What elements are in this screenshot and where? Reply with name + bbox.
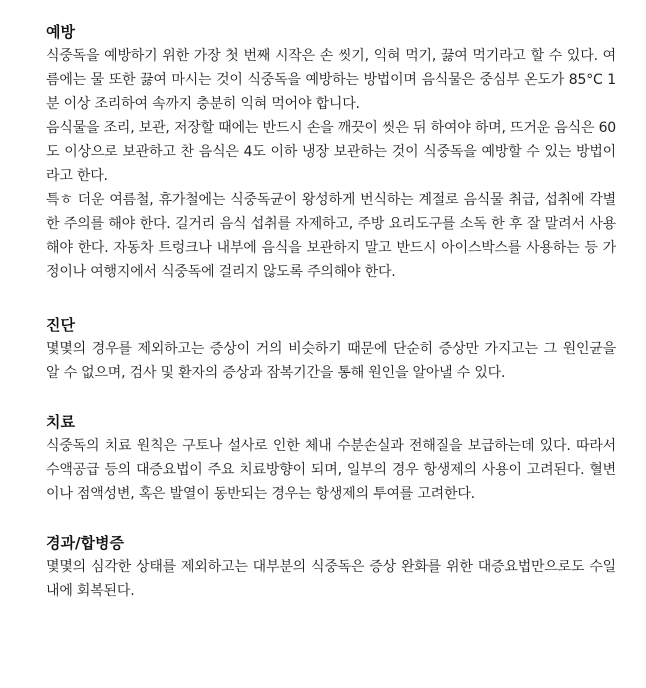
paragraph: 몇몇의 심각한 상태를 제외하고는 대부분의 식중독은 증상 완화를 위한 대증요법만으로도 수일 내에 회복된다.	[46, 559, 616, 599]
section-heading: 진단	[46, 316, 75, 334]
section-prevention	[46, 20, 616, 284]
section-prognosis-complications	[46, 531, 616, 603]
section-heading: 예방	[46, 23, 75, 41]
paragraph: 음식물을 조리, 보관, 저장할 때에는 반드시 손을 깨끗이 씻은 뒤 하여야 하며, 뜨거운 음식은 60도 이상으로 보관하고 찬 음식은 4도 이하 냉장 보관하는 것이 식중독을 예방할 수 있는 방법이라고 한다.	[46, 120, 616, 184]
paragraph: 식중독의 치료 원칙은 구토나 설사로 인한 체내 수분손실과 전해질을 보급하는데 있다. 따라서 수액공급 등의 대증요법이 주요 치료방향이 되며, 일부의 경우 항생제의 사용이 고려된다. 혈변이나 점액성변, 혹은 발열이 동반되는 경우는 항생제의 투여를 고려한다.	[46, 438, 616, 502]
section-heading: 경과/합병증	[46, 534, 124, 552]
section-heading: 치료	[46, 413, 75, 431]
section-treatment	[46, 410, 616, 506]
paragraph: 몇몇의 경우를 제외하고는 증상이 거의 비슷하기 때문에 단순히 증상만 가지고는 그 원인균을 알 수 없으며, 검사 및 환자의 증상과 잠복기간을 통해 원인을 알아낼 수 있다.	[46, 341, 616, 381]
paragraph: 특ㅎ 더운 여름철, 휴가철에는 식중독균이 왕성하게 번식하는 계절로 음식물 취급, 섭취에 각별한 주의를 해야 한다. 길거리 음식 섭취를 자제하고, 주방 요리도구를 소독 한 후 잘 말려서 사용해야 한다. 자동차 트렁크나 내부에 음식을 보관하지 말고 반드시 아이스박스를 사용하는 등 가정이나 여행지에서 식중독에 걸리지 않도록 주의해야 한다.	[46, 192, 616, 280]
section-diagnosis	[46, 313, 616, 385]
document-body	[46, 0, 616, 603]
paragraph: 식중독을 예방하기 위한 가장 첫 번째 시작은 손 씻기, 익혀 먹기, 끓여 먹기라고 할 수 있다. 여름에는 물 또한 끓여 마시는 것이 식중독을 예방하는 방법이며 음식물은 중심부 온도가 85°C 1분 이상 조리하여 속까지 충분히 익혀 먹어야 합니다.	[46, 48, 616, 112]
